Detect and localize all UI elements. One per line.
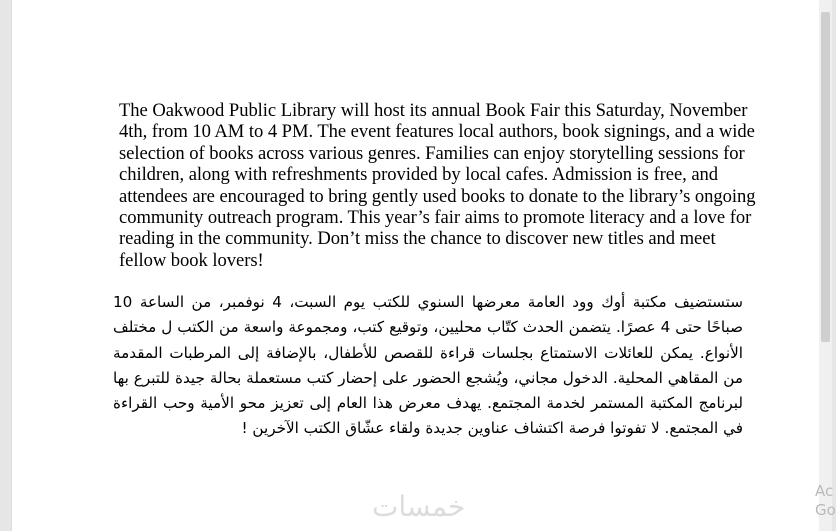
- scrollbar-thumb[interactable]: [821, 12, 830, 342]
- watermark-logo: خمسات: [372, 490, 466, 523]
- activation-notice: [815, 482, 836, 520]
- arabic-paragraph: ستستضيف مكتبة أوك وود العامة معرضها السنوي للكتب يوم السبت، 4 نوفمبر، من الساعة 10 صباحًا حتى 4 عصرًا. يتضمن الحدث كتّاب محليين، وتوقيع كتب، ومجموعة واسعة من الكتب ل مختلف الأنواع. يمكن للعائلات الاستمتاع بجلسات قراءة للقصص للأطفال، بالإضافة إلى المرطبات المقدمة من المقاهي المحلية. الدخول مجاني، ويُشجع الحضور على إحضار كتب مستعملة بحالة جيدة للتبرع بها لبرنامج المكتبة المستمر لخدمة المجتمع. يهدف معرض هذا العام إلى تعزيز محو الأمية وحب القراءة في المجتمع. لا تفوتوا فرصة اكتشاف عناوين جديدة ولقاء عشّاق الكتب الآخرين !: [113, 293, 743, 438]
- english-paragraph: The Oakwood Public Library will host its annual Book Fair this Saturday, November 4th, from 10 AM to 4 PM. The event features local authors, book signings, and a wide selection of books across various genres. Families can enjoy storytelling sessions for children, along with refreshments provided by local cafes. Admission is free, and attendees are encouraged to bring gently used books to donate to the library’s ongoing community outreach program. This year’s fair aims to promote literacy and a love for reading in the community. Don’t miss the chance to discover new titles and meet fellow book lovers!: [119, 100, 756, 271]
- activation-line-2: Go: [815, 501, 836, 519]
- document-page: [12, 0, 819, 531]
- activation-line-1: Ac: [815, 482, 834, 500]
